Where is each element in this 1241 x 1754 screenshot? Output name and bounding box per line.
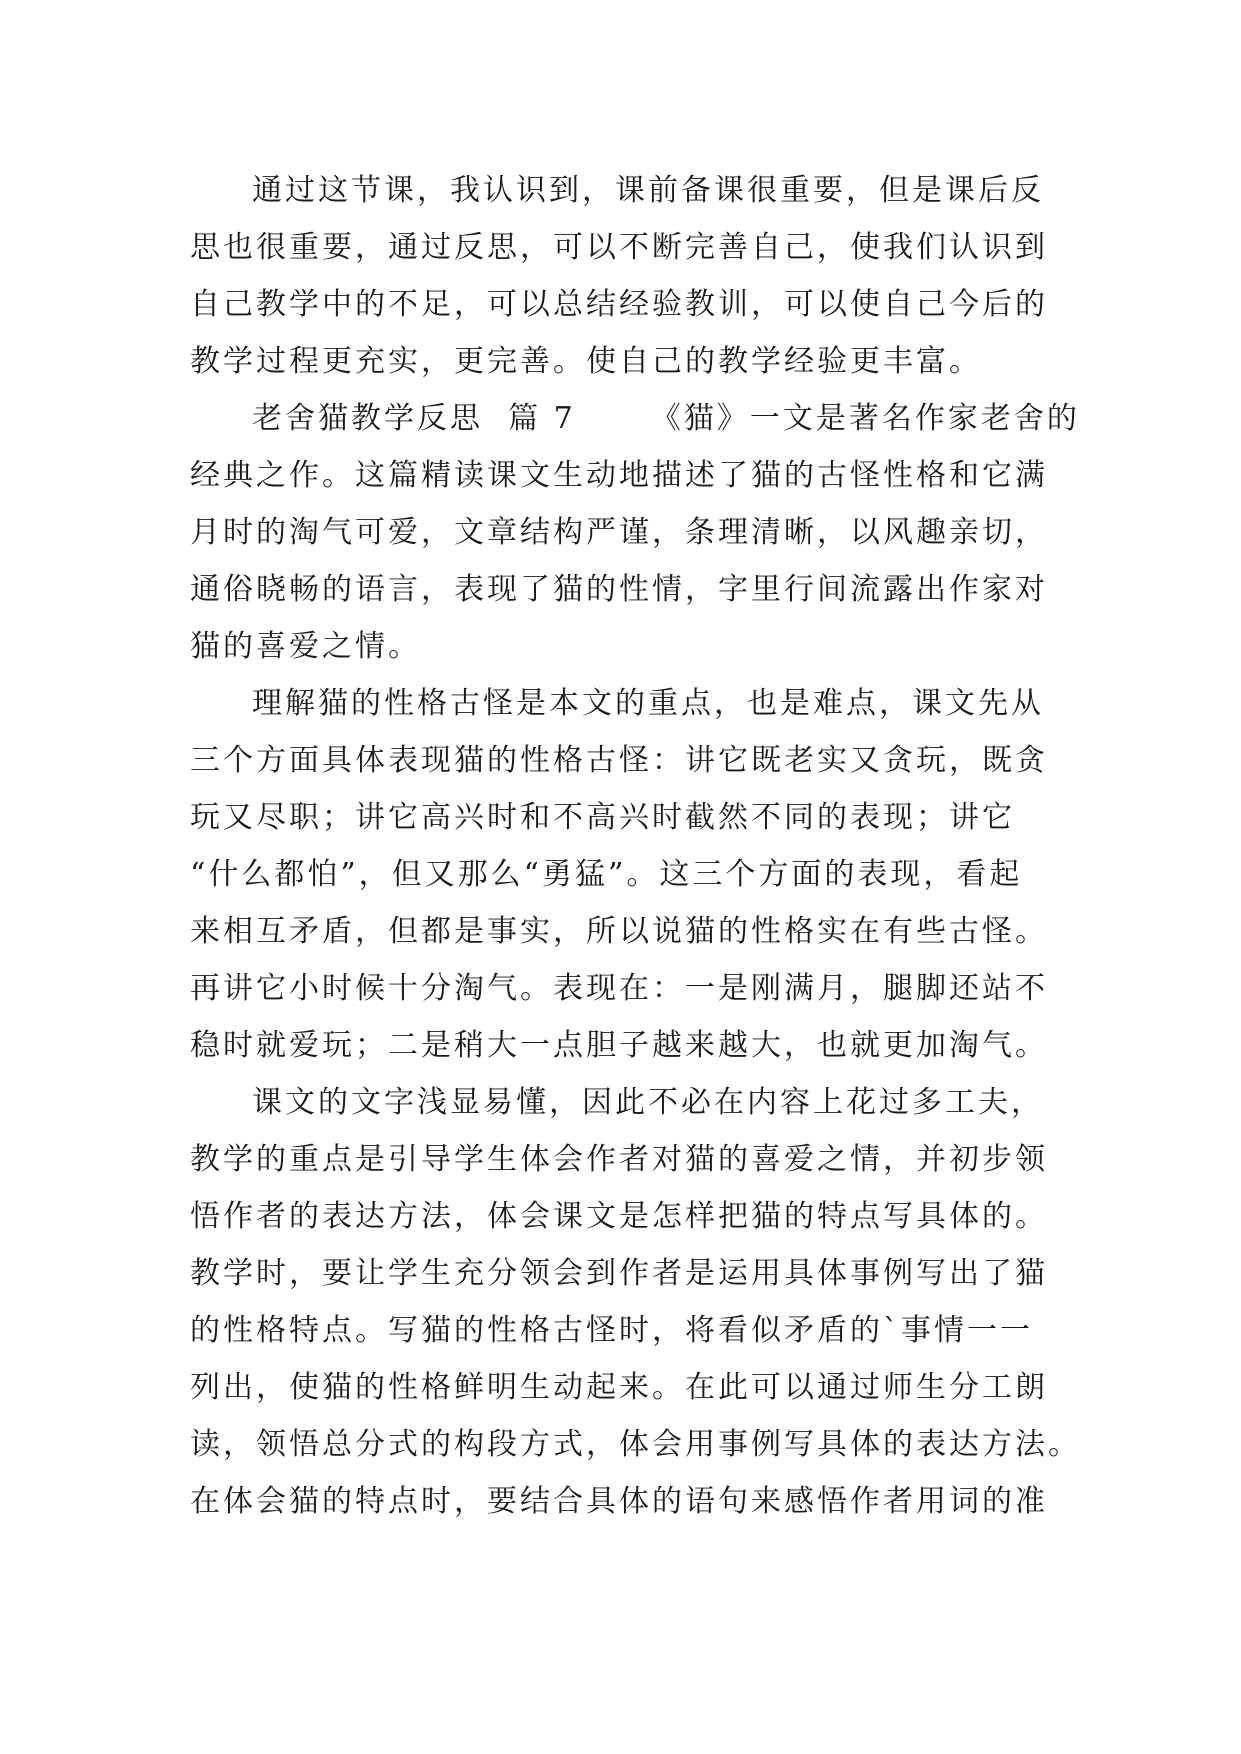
paragraph-line: 月时的淘气可爱，文章结构严谨，条理清晰，以风趣亲切， <box>190 515 1048 550</box>
paragraph-line: 读，领悟总分式的构段方式，体会用事例写具体的表达方法。 <box>190 1427 1081 1462</box>
paragraph-line: 在体会猫的特点时，要结合具体的语句来感悟作者用词的准 <box>190 1484 1048 1519</box>
paragraph-line: 再讲它小时候十分淘气。表现在：一是刚满月，腿脚还站不 <box>190 971 1048 1006</box>
paragraph-line: 列出，使猫的性格鲜明生动起来。在此可以通过师生分工朗 <box>190 1370 1048 1405</box>
paragraph-line: 玩又尽职；讲它高兴时和不高兴时截然不同的表现；讲它 <box>190 800 1015 835</box>
paragraph-line: 老舍猫教学反思 篇 7 《猫》一文是著名作家老舍的 <box>252 401 1080 436</box>
paragraph-line: 自己教学中的不足，可以总结经验教训，可以使自己今后的 <box>190 287 1048 322</box>
paragraph-line: 教学的重点是引导学生体会作者对猫的喜爱之情，并初步领 <box>190 1142 1048 1177</box>
paragraph-line: 理解猫的性格古怪是本文的重点，也是难点，课文先从 <box>252 686 1044 721</box>
paragraph-line: 教学过程更充实，更完善。使自己的教学经验更丰富。 <box>190 344 982 379</box>
paragraph-line: 来相互矛盾，但都是事实，所以说猫的性格实在有些古怪。 <box>190 914 1048 949</box>
paragraph-line: 通俗晓畅的语言，表现了猫的性情，字里行间流露出作家对 <box>190 572 1048 607</box>
paragraph-line: 猫的喜爱之情。 <box>190 629 421 664</box>
paragraph-line: 课文的文字浅显易懂，因此不必在内容上花过多工夫， <box>252 1085 1044 1120</box>
paragraph-line: 经典之作。这篇精读课文生动地描述了猫的古怪性格和它满 <box>190 458 1048 493</box>
paragraph-line: 的性格特点。写猫的性格古怪时，将看似矛盾的`事情一一 <box>190 1313 1033 1348</box>
paragraph-line: “什么都怕”，但又那么“勇猛”。这三个方面的表现，看起 <box>190 857 1023 892</box>
paragraph-line: 教学时，要让学生充分领会到作者是运用具体事例写出了猫 <box>190 1256 1048 1291</box>
paragraph-line: 通过这节课，我认识到，课前备课很重要，但是课后反 <box>252 173 1044 208</box>
paragraph-line: 思也很重要，通过反思，可以不断完善自己，使我们认识到 <box>190 230 1048 265</box>
paragraph-line: 悟作者的表达方法，体会课文是怎样把猫的特点写具体的。 <box>190 1199 1048 1234</box>
document-body <box>190 162 1081 1530</box>
paragraph-line: 三个方面具体表现猫的性格古怪：讲它既老实又贪玩，既贪 <box>190 743 1048 778</box>
paragraph-line: 稳时就爱玩；二是稍大一点胆子越来越大，也就更加淘气。 <box>190 1028 1048 1063</box>
